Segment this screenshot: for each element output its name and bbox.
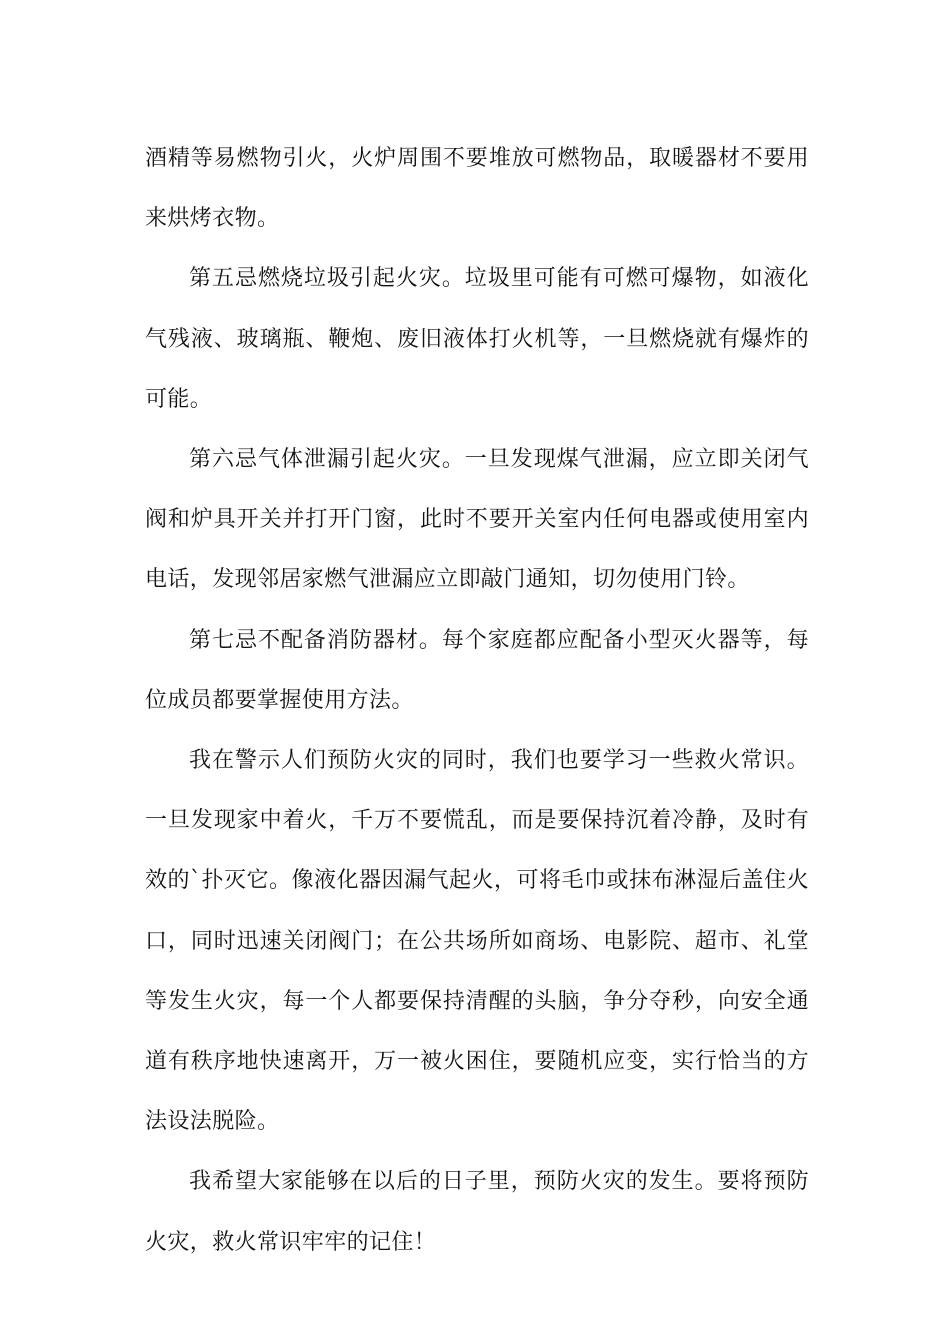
paragraph-seventh-taboo: 第七忌不配备消防器材。每个家庭都应配备小型灭火器等，每位成员都要掌握使用方法。	[145, 627, 809, 713]
paragraph-rescue-knowledge: 我在警示人们预防火灾的同时，我们也要学习一些救火常识。一旦发现家中着火，千万不要慌乱，而是要保持沉着冷静，及时有效的`扑灭它。像液化器因漏气起火，可将毛巾或抹布淋湿后盖住火口，同时迅速关闭阀门；在公共场所如商场、电影院、超市、礼堂等发生火灾，每一个人都要保持清醒的头脑，争分夺秒，向安全通道有秩序地快速离开，万一被火困住，要随机应变，实行恰当的方法设法脱险。	[145, 748, 809, 1135]
paragraph-closing: 我希望大家能够在以后的日子里，预防火灾的发生。要将预防火灾，救火常识牢牢的记住！	[145, 1169, 809, 1255]
document-body	[145, 129, 809, 1273]
paragraph-sixth-taboo: 第六忌气体泄漏引起火灾。一旦发现煤气泄漏，应立即关闭气阀和炉具开关并打开门窗，此时不要开关室内任何电器或使用室内电话，发现邻居家燃气泄漏应立即敲门通知，切勿使用门铃。	[145, 447, 809, 593]
paragraph-fifth-taboo: 第五忌燃烧垃圾引起火灾。垃圾里可能有可燃可爆物，如液化气残液、玻璃瓶、鞭炮、废旧液体打火机等，一旦燃烧就有爆炸的可能。	[145, 266, 809, 412]
paragraph-continuation: 酒精等易燃物引火，火炉周围不要堆放可燃物品，取暖器材不要用来烘烤衣物。	[145, 146, 809, 232]
